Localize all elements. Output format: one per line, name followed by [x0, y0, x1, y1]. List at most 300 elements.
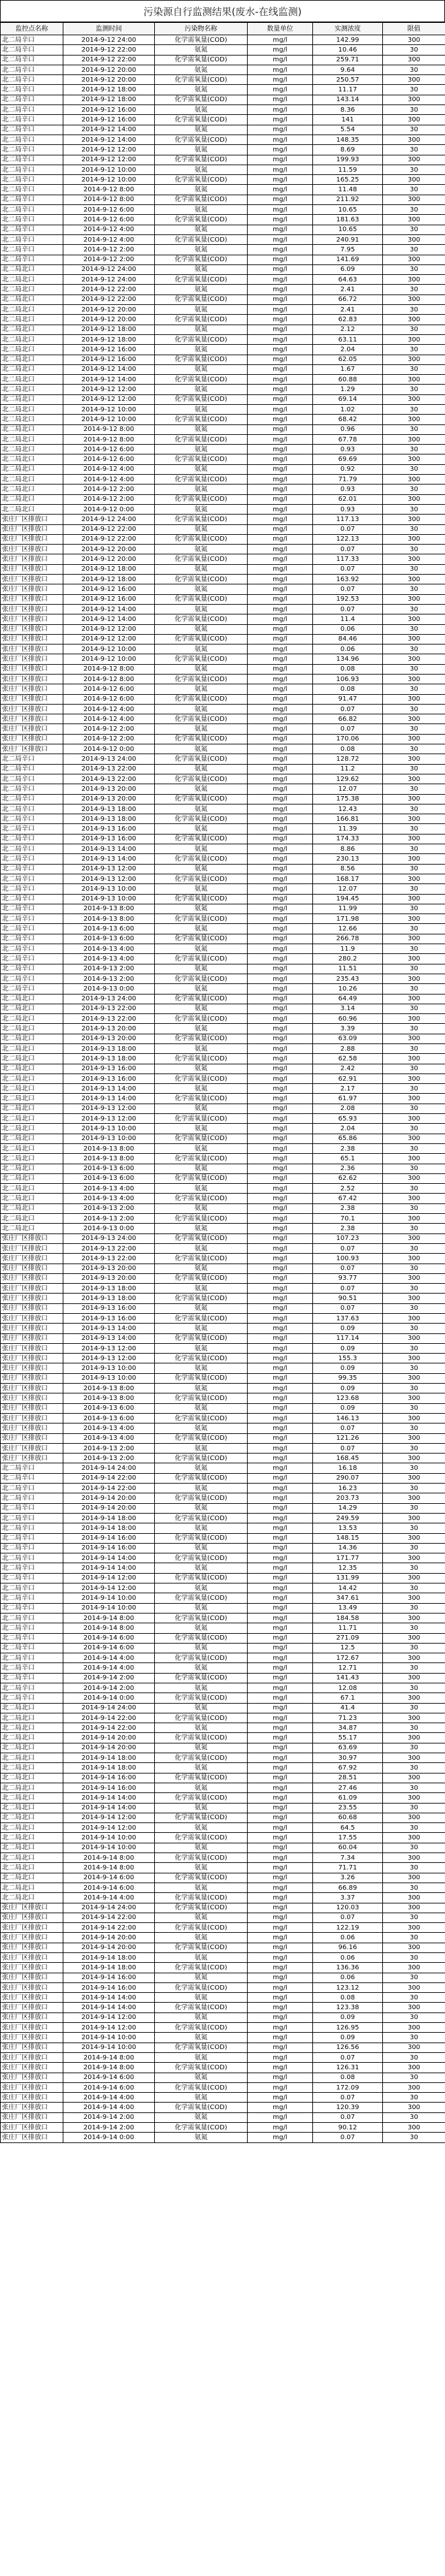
cell-limit: 30	[383, 364, 445, 374]
cell-pollutant-name: 氨氮	[155, 1603, 248, 1613]
cell-pollutant-name: 化学需氧量(COD)	[155, 515, 248, 524]
cell-pollutant-name: 化学需氧量(COD)	[155, 974, 248, 983]
cell-measured-value: 70.1	[313, 1214, 383, 1224]
cell-point-name: 北二局辛口	[1, 234, 63, 244]
cell-point-name: 张庄厂区排放口	[1, 1993, 63, 2003]
cell-unit: mg/l	[248, 524, 313, 534]
cell-limit: 30	[383, 744, 445, 754]
cell-measured-value: 0.07	[313, 584, 383, 594]
cell-monitor-time: 2014-9-12 14:00	[63, 125, 155, 135]
cell-limit: 300	[383, 1413, 445, 1423]
cell-unit: mg/l	[248, 1254, 313, 1264]
cell-monitor-time: 2014-9-12 18:00	[63, 334, 155, 344]
cell-point-name: 北二局辛口	[1, 1543, 63, 1553]
cell-unit: mg/l	[248, 1693, 313, 1703]
cell-measured-value: 0.06	[313, 1973, 383, 1982]
cell-point-name: 张庄厂区排放口	[1, 1433, 63, 1443]
cell-limit: 30	[383, 884, 445, 894]
cell-measured-value: 65.93	[313, 1114, 383, 1124]
cell-unit: mg/l	[248, 1683, 313, 1693]
cell-unit: mg/l	[248, 325, 313, 334]
cell-unit: mg/l	[248, 125, 313, 135]
table-row	[1, 1094, 445, 1104]
cell-pollutant-name: 化学需氧量(COD)	[155, 654, 248, 664]
cell-pollutant-name: 氨氮	[155, 884, 248, 894]
cell-limit: 30	[383, 1443, 445, 1453]
cell-monitor-time: 2014-9-12 20:00	[63, 315, 155, 325]
cell-measured-value: 7.34	[313, 1853, 383, 1863]
cell-point-name: 北二局辛口	[1, 944, 63, 954]
cell-unit: mg/l	[248, 814, 313, 824]
cell-pollutant-name: 氨氮	[155, 1523, 248, 1533]
table-row	[1, 355, 445, 364]
cell-pollutant-name: 氨氮	[155, 545, 248, 554]
table-row	[1, 234, 445, 244]
cell-unit: mg/l	[248, 1723, 313, 1733]
header-point-name: 监控点名称	[1, 23, 63, 35]
cell-measured-value: 60.96	[313, 1014, 383, 1024]
cell-point-name: 张庄厂区排放口	[1, 554, 63, 564]
cell-limit: 300	[383, 1923, 445, 1933]
cell-unit: mg/l	[248, 1104, 313, 1113]
cell-measured-value: 12.35	[313, 1563, 383, 1573]
cell-limit: 30	[383, 1993, 445, 2003]
table-row	[1, 485, 445, 494]
cell-pollutant-name: 氨氮	[155, 504, 248, 514]
cell-point-name: 张庄厂区排放口	[1, 1454, 63, 1463]
cell-pollutant-name: 氨氮	[155, 664, 248, 674]
cell-pollutant-name: 化学需氧量(COD)	[155, 215, 248, 225]
cell-monitor-time: 2014-9-14 10:00	[63, 1593, 155, 1603]
cell-measured-value: 71.71	[313, 1863, 383, 1873]
cell-unit: mg/l	[248, 794, 313, 804]
table-row	[1, 464, 445, 474]
cell-unit: mg/l	[248, 634, 313, 644]
table-row	[1, 1433, 445, 1443]
cell-measured-value: 0.08	[313, 664, 383, 674]
cell-monitor-time: 2014-9-13 6:00	[63, 924, 155, 934]
cell-pollutant-name: 化学需氧量(COD)	[155, 1273, 248, 1283]
cell-point-name: 北二局辛口	[1, 894, 63, 904]
cell-point-name: 北二局辛口	[1, 774, 63, 784]
cell-monitor-time: 2014-9-13 22:00	[63, 1254, 155, 1264]
cell-limit: 300	[383, 1982, 445, 1992]
cell-limit: 300	[383, 334, 445, 344]
cell-pollutant-name: 氨氮	[155, 564, 248, 574]
table-row	[1, 1184, 445, 1194]
cell-limit: 300	[383, 1214, 445, 1224]
cell-point-name: 北二局辛口	[1, 864, 63, 874]
table-row	[1, 494, 445, 504]
cell-pollutant-name: 氨氮	[155, 2133, 248, 2142]
cell-limit: 300	[383, 1073, 445, 1083]
cell-unit: mg/l	[248, 2133, 313, 2142]
cell-unit: mg/l	[248, 1753, 313, 1763]
cell-unit: mg/l	[248, 1973, 313, 1982]
table-row	[1, 225, 445, 234]
table-row	[1, 445, 445, 454]
cell-measured-value: 12.07	[313, 884, 383, 894]
cell-monitor-time: 2014-9-12 16:00	[63, 594, 155, 604]
cell-pollutant-name: 化学需氧量(COD)	[155, 1373, 248, 1383]
cell-point-name: 北二局辛口	[1, 55, 63, 65]
table-row	[1, 1853, 445, 1863]
cell-monitor-time: 2014-9-13 10:00	[63, 1373, 155, 1383]
cell-unit: mg/l	[248, 1603, 313, 1613]
cell-unit: mg/l	[248, 475, 313, 485]
cell-limit: 300	[383, 1493, 445, 1503]
cell-pollutant-name: 化学需氧量(COD)	[155, 1693, 248, 1703]
cell-limit: 300	[383, 415, 445, 424]
cell-measured-value: 0.08	[313, 684, 383, 694]
cell-measured-value: 3.39	[313, 1024, 383, 1034]
cell-limit: 300	[383, 2003, 445, 2012]
cell-unit: mg/l	[248, 1533, 313, 1543]
cell-limit: 300	[383, 1094, 445, 1104]
cell-unit: mg/l	[248, 1673, 313, 1683]
cell-limit: 30	[383, 1723, 445, 1733]
cell-point-name: 张庄厂区排放口	[1, 1273, 63, 1283]
table-row	[1, 1314, 445, 1324]
cell-limit: 300	[383, 2063, 445, 2073]
cell-point-name: 北二局辛口	[1, 1553, 63, 1563]
cell-unit: mg/l	[248, 1653, 313, 1663]
cell-point-name: 张庄厂区排放口	[1, 2112, 63, 2122]
table-row	[1, 424, 445, 434]
cell-measured-value: 0.08	[313, 2073, 383, 2082]
cell-unit: mg/l	[248, 664, 313, 674]
cell-pollutant-name: 氨氮	[155, 1953, 248, 1963]
cell-measured-value: 148.35	[313, 135, 383, 144]
cell-measured-value: 13.49	[313, 1603, 383, 1613]
cell-pollutant-name: 化学需氧量(COD)	[155, 2082, 248, 2092]
cell-monitor-time: 2014-9-13 8:00	[63, 1143, 155, 1153]
cell-pollutant-name: 化学需氧量(COD)	[155, 1903, 248, 1913]
table-row	[1, 1454, 445, 1463]
cell-measured-value: 122.19	[313, 1923, 383, 1933]
cell-measured-value: 0.07	[313, 2052, 383, 2062]
cell-monitor-time: 2014-9-14 2:00	[63, 2123, 155, 2133]
cell-limit: 30	[383, 1124, 445, 1134]
cell-measured-value: 122.13	[313, 534, 383, 544]
cell-pollutant-name: 氨氮	[155, 424, 248, 434]
cell-monitor-time: 2014-9-12 10:00	[63, 175, 155, 185]
cell-pollutant-name: 氨氮	[155, 724, 248, 734]
cell-limit: 300	[383, 1573, 445, 1583]
cell-pollutant-name: 氨氮	[155, 684, 248, 694]
table-row	[1, 575, 445, 584]
cell-monitor-time: 2014-9-14 0:00	[63, 1693, 155, 1703]
cell-point-name: 北二局北口	[1, 404, 63, 414]
cell-limit: 30	[383, 264, 445, 274]
cell-pollutant-name: 化学需氧量(COD)	[155, 814, 248, 824]
cell-limit: 30	[383, 1343, 445, 1353]
cell-pollutant-name: 氨氮	[155, 325, 248, 334]
cell-limit: 30	[383, 1264, 445, 1273]
cell-point-name: 北二局辛口	[1, 135, 63, 144]
cell-point-name: 北二局北口	[1, 1104, 63, 1113]
cell-measured-value: 106.93	[313, 675, 383, 684]
cell-point-name: 北二局辛口	[1, 1623, 63, 1633]
cell-unit: mg/l	[248, 515, 313, 524]
cell-pollutant-name: 化学需氧量(COD)	[155, 2103, 248, 2112]
cell-limit: 300	[383, 654, 445, 664]
table-row	[1, 564, 445, 574]
cell-unit: mg/l	[248, 534, 313, 544]
table-row	[1, 205, 445, 215]
cell-pollutant-name: 氨氮	[155, 524, 248, 534]
cell-limit: 30	[383, 1563, 445, 1573]
cell-monitor-time: 2014-9-12 22:00	[63, 45, 155, 55]
cell-limit: 300	[383, 1273, 445, 1283]
cell-point-name: 张庄厂区排放口	[1, 515, 63, 524]
cell-limit: 300	[383, 454, 445, 464]
cell-monitor-time: 2014-9-12 4:00	[63, 475, 155, 485]
cell-point-name: 北二局辛口	[1, 1503, 63, 1513]
cell-monitor-time: 2014-9-13 4:00	[63, 1184, 155, 1194]
cell-pollutant-name: 氨氮	[155, 2033, 248, 2043]
cell-limit: 300	[383, 1613, 445, 1623]
table-row	[1, 394, 445, 404]
cell-limit: 30	[383, 345, 445, 355]
cell-pollutant-name: 氨氮	[155, 125, 248, 135]
cell-monitor-time: 2014-9-12 20:00	[63, 75, 155, 85]
table-row	[1, 1613, 445, 1623]
cell-monitor-time: 2014-9-14 10:00	[63, 1833, 155, 1843]
cell-unit: mg/l	[248, 704, 313, 714]
cell-pollutant-name: 化学需氧量(COD)	[155, 434, 248, 444]
cell-measured-value: 181.63	[313, 215, 383, 225]
cell-measured-value: 249.59	[313, 1513, 383, 1523]
cell-monitor-time: 2014-9-14 6:00	[63, 1883, 155, 1892]
cell-point-name: 北二局辛口	[1, 1673, 63, 1683]
cell-limit: 300	[383, 115, 445, 125]
cell-monitor-time: 2014-9-14 4:00	[63, 2093, 155, 2103]
cell-point-name: 北二局北口	[1, 294, 63, 304]
cell-measured-value: 65.1	[313, 1154, 383, 1164]
cell-unit: mg/l	[248, 675, 313, 684]
cell-limit: 30	[383, 784, 445, 794]
cell-unit: mg/l	[248, 404, 313, 414]
cell-unit: mg/l	[248, 1314, 313, 1324]
cell-point-name: 北二局北口	[1, 1883, 63, 1892]
table-row	[1, 714, 445, 724]
cell-pollutant-name: 氨氮	[155, 404, 248, 414]
cell-limit: 30	[383, 205, 445, 215]
cell-limit: 30	[383, 2012, 445, 2022]
cell-measured-value: 6.09	[313, 264, 383, 274]
cell-pollutant-name: 氨氮	[155, 1043, 248, 1053]
cell-point-name: 北二局辛口	[1, 195, 63, 204]
cell-limit: 300	[383, 2023, 445, 2033]
cell-pollutant-name: 化学需氧量(COD)	[155, 1573, 248, 1583]
table-row	[1, 1463, 445, 1473]
cell-pollutant-name: 化学需氧量(COD)	[155, 914, 248, 924]
cell-monitor-time: 2014-9-14 14:00	[63, 1793, 155, 1803]
cell-point-name: 张庄厂区排放口	[1, 1333, 63, 1343]
cell-monitor-time: 2014-9-12 20:00	[63, 554, 155, 564]
cell-point-name: 北二局北口	[1, 1713, 63, 1723]
cell-measured-value: 3.37	[313, 1893, 383, 1903]
cell-measured-value: 0.93	[313, 504, 383, 514]
cell-unit: mg/l	[248, 434, 313, 444]
cell-unit: mg/l	[248, 724, 313, 734]
table-row	[1, 2063, 445, 2073]
cell-point-name: 北二局辛口	[1, 205, 63, 215]
cell-point-name: 张庄厂区排放口	[1, 2103, 63, 2112]
cell-unit: mg/l	[248, 834, 313, 844]
table-row	[1, 1873, 445, 1883]
cell-pollutant-name: 氨氮	[155, 245, 248, 255]
cell-pollutant-name: 氨氮	[155, 904, 248, 914]
table-row	[1, 1034, 445, 1043]
cell-pollutant-name: 化学需氧量(COD)	[155, 1553, 248, 1563]
cell-pollutant-name: 化学需氧量(COD)	[155, 754, 248, 764]
cell-pollutant-name: 化学需氧量(COD)	[155, 1214, 248, 1224]
cell-monitor-time: 2014-9-12 2:00	[63, 724, 155, 734]
cell-limit: 30	[383, 904, 445, 914]
cell-monitor-time: 2014-9-12 14:00	[63, 604, 155, 614]
cell-point-name: 北二局北口	[1, 504, 63, 514]
cell-pollutant-name: 化学需氧量(COD)	[155, 75, 248, 85]
cell-limit: 30	[383, 1583, 445, 1593]
table-row	[1, 814, 445, 824]
cell-monitor-time: 2014-9-12 22:00	[63, 55, 155, 65]
table-row	[1, 415, 445, 424]
table-row	[1, 1503, 445, 1513]
cell-unit: mg/l	[248, 1454, 313, 1463]
cell-point-name: 北二局北口	[1, 1073, 63, 1083]
cell-monitor-time: 2014-9-14 16:00	[63, 1773, 155, 1783]
cell-limit: 30	[383, 2052, 445, 2062]
cell-unit: mg/l	[248, 255, 313, 264]
table-row	[1, 1004, 445, 1013]
cell-measured-value: 235.43	[313, 974, 383, 983]
cell-pollutant-name: 化学需氧量(COD)	[155, 1982, 248, 1992]
table-row	[1, 1173, 445, 1183]
table-row	[1, 1573, 445, 1583]
table-row	[1, 1104, 445, 1113]
cell-point-name: 张庄厂区排放口	[1, 1363, 63, 1373]
cell-unit: mg/l	[248, 175, 313, 185]
cell-unit: mg/l	[248, 1733, 313, 1743]
cell-point-name: 北二局北口	[1, 1853, 63, 1863]
cell-monitor-time: 2014-9-12 16:00	[63, 584, 155, 594]
cell-unit: mg/l	[248, 854, 313, 864]
cell-limit: 300	[383, 1753, 445, 1763]
cell-point-name: 北二局辛口	[1, 1633, 63, 1643]
cell-measured-value: 0.92	[313, 464, 383, 474]
cell-pollutant-name: 氨氮	[155, 264, 248, 274]
cell-point-name: 北二局辛口	[1, 75, 63, 85]
cell-pollutant-name: 化学需氧量(COD)	[155, 1254, 248, 1264]
table-row	[1, 185, 445, 195]
table-header	[1, 23, 445, 35]
cell-point-name: 北二局北口	[1, 1813, 63, 1822]
cell-pollutant-name: 化学需氧量(COD)	[155, 275, 248, 285]
cell-limit: 30	[383, 1423, 445, 1433]
cell-measured-value: 69.69	[313, 454, 383, 464]
cell-limit: 30	[383, 125, 445, 135]
cell-point-name: 北二局辛口	[1, 794, 63, 804]
table-row	[1, 305, 445, 315]
cell-unit: mg/l	[248, 1893, 313, 1903]
cell-measured-value: 2.41	[313, 285, 383, 294]
cell-monitor-time: 2014-9-14 24:00	[63, 1903, 155, 1913]
cell-measured-value: 2.36	[313, 1164, 383, 1173]
table-row	[1, 704, 445, 714]
cell-unit: mg/l	[248, 2073, 313, 2082]
cell-pollutant-name: 氨氮	[155, 1303, 248, 1313]
cell-unit: mg/l	[248, 1024, 313, 1034]
cell-point-name: 张庄厂区排放口	[1, 575, 63, 584]
cell-measured-value: 192.53	[313, 594, 383, 604]
cell-pollutant-name: 化学需氧量(COD)	[155, 1673, 248, 1683]
cell-measured-value: 63.09	[313, 1034, 383, 1043]
cell-limit: 30	[383, 1743, 445, 1753]
cell-limit: 30	[383, 704, 445, 714]
cell-monitor-time: 2014-9-14 10:00	[63, 1843, 155, 1852]
cell-monitor-time: 2014-9-12 4:00	[63, 464, 155, 474]
cell-unit: mg/l	[248, 275, 313, 285]
cell-pollutant-name: 化学需氧量(COD)	[155, 534, 248, 544]
cell-pollutant-name: 氨氮	[155, 45, 248, 55]
cell-point-name: 北二局北口	[1, 494, 63, 504]
cell-unit: mg/l	[248, 205, 313, 215]
cell-limit: 30	[383, 2033, 445, 2043]
cell-measured-value: 2.04	[313, 345, 383, 355]
cell-measured-value: 163.92	[313, 575, 383, 584]
cell-pollutant-name: 氨氮	[155, 1403, 248, 1413]
cell-monitor-time: 2014-9-14 22:00	[63, 1913, 155, 1922]
cell-measured-value: 16.18	[313, 1463, 383, 1473]
cell-pollutant-name: 氨氮	[155, 584, 248, 594]
cell-limit: 300	[383, 1333, 445, 1343]
cell-monitor-time: 2014-9-13 20:00	[63, 1273, 155, 1283]
cell-pollutant-name: 化学需氧量(COD)	[155, 1454, 248, 1463]
cell-measured-value: 211.92	[313, 195, 383, 204]
cell-monitor-time: 2014-9-14 20:00	[63, 1933, 155, 1943]
cell-point-name: 北二局辛口	[1, 824, 63, 834]
cell-point-name: 北二局北口	[1, 1803, 63, 1813]
cell-measured-value: 1.67	[313, 364, 383, 374]
cell-monitor-time: 2014-9-13 20:00	[63, 1034, 155, 1043]
cell-unit: mg/l	[248, 844, 313, 854]
table-row	[1, 35, 445, 45]
table-row	[1, 85, 445, 95]
cell-monitor-time: 2014-9-13 12:00	[63, 1114, 155, 1124]
cell-pollutant-name: 氨氮	[155, 624, 248, 634]
cell-point-name: 北二局北口	[1, 1004, 63, 1013]
cell-unit: mg/l	[248, 115, 313, 125]
cell-measured-value: 64.49	[313, 994, 383, 1004]
cell-monitor-time: 2014-9-12 22:00	[63, 285, 155, 294]
cell-limit: 30	[383, 245, 445, 255]
cell-unit: mg/l	[248, 1134, 313, 1143]
cell-point-name: 北二局北口	[1, 305, 63, 315]
cell-unit: mg/l	[248, 754, 313, 764]
table-row	[1, 894, 445, 904]
cell-pollutant-name: 化学需氧量(COD)	[155, 394, 248, 404]
cell-pollutant-name: 氨氮	[155, 2073, 248, 2082]
cell-measured-value: 126.31	[313, 2063, 383, 2073]
cell-point-name: 北二局北口	[1, 1134, 63, 1143]
table-row	[1, 1373, 445, 1383]
cell-point-name: 北二局辛口	[1, 1613, 63, 1623]
cell-point-name: 北二局辛口	[1, 145, 63, 155]
cell-point-name: 北二局北口	[1, 1733, 63, 1743]
table-row	[1, 215, 445, 225]
